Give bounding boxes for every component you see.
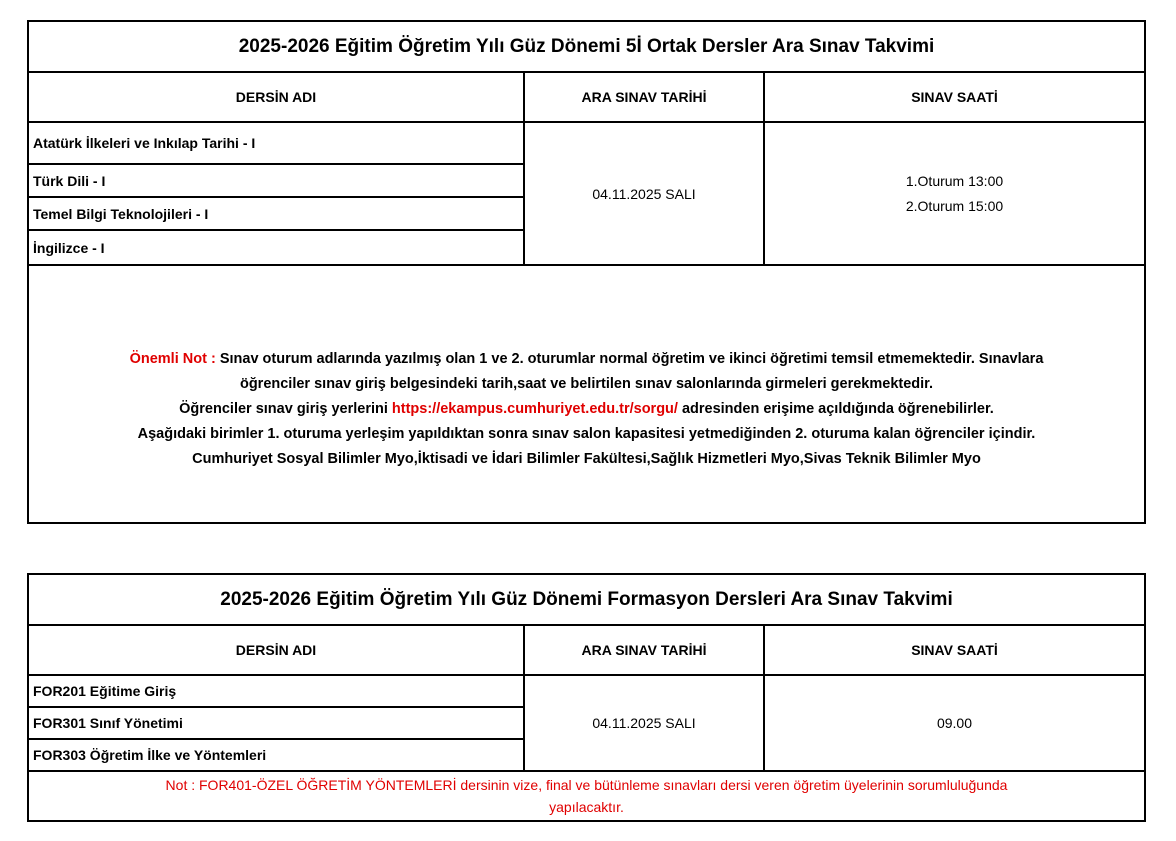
header-exam-time: SINAV SAATİ	[763, 624, 1146, 676]
note-line: Sınav oturum adlarında yazılmış olan 1 ve 2. oturumlar normal öğretim ve ikinci öğretimi temsil etmemektedir. Sınavlara	[215, 350, 1044, 367]
note-label: Önemli Not :	[129, 350, 216, 367]
note-line: Cumhuriyet Sosyal Bilimler Myo,İktisadi ve İdari Bilimler Fakültesi,Sağlık Hizmetleri Myo,Sivas Teknik Bilimler Myo	[192, 450, 981, 467]
course-row: Atatürk İlkeleri ve Inkılap Tarihi - I	[27, 121, 525, 165]
course-row: FOR301 Sınıf Yönetimi	[27, 706, 525, 740]
note-line: Aşağıdaki birimler 1. oturuma yerleşim yapıldıktan sonra sınav salon kapasitesi yetmediğinden 2. oturuma kalan öğrenciler içindir.	[137, 425, 1036, 442]
exam-date: 04.11.2025 SALI	[523, 674, 765, 772]
course-row: Temel Bilgi Teknolojileri - I	[27, 196, 525, 231]
table1-title: 2025-2026 Eğitim Öğretim Yılı Güz Dönemi 5İ Ortak Dersler Ara Sınav Takvimi	[27, 20, 1146, 73]
exam-times	[763, 121, 1146, 266]
note-line: yapılacaktır.	[549, 799, 624, 815]
exam-time: 09.00	[763, 674, 1146, 772]
header-course-name: DERSİN ADI	[27, 624, 525, 676]
exam-date: 04.11.2025 SALI	[523, 121, 765, 266]
header-exam-date: ARA SINAV TARİHİ	[523, 624, 765, 676]
course-row: Türk Dili - I	[27, 163, 525, 198]
session-2-time: 2.Oturum 15:00	[905, 197, 1004, 214]
course-row: İngilizce - I	[27, 229, 525, 266]
note-line: Not : FOR401-ÖZEL ÖĞRETİM YÖNTEMLERİ dersinin vize, final ve bütünleme sınavları dersi veren öğretim üyelerinin sorumluluğunda	[165, 777, 1008, 793]
note-line: öğrenciler sınav giriş belgesindeki tarih,saat ve belirtilen sınav salonlarında girmeleri gerekmektedir.	[239, 375, 934, 392]
header-course-name: DERSİN ADI	[27, 71, 525, 123]
note-line: adresinden erişime açıldığında öğrenebilirler.	[677, 400, 994, 417]
ekampus-link[interactable]: https://ekampus.cumhuriyet.edu.tr/sorgu/	[391, 400, 678, 417]
course-row: FOR201 Eğitime Giriş	[27, 674, 525, 708]
course-row: FOR303 Öğretim İlke ve Yöntemleri	[27, 738, 525, 772]
formasyon-note	[27, 770, 1146, 822]
session-1-time: 1.Oturum 13:00	[905, 172, 1004, 189]
header-exam-time: SINAV SAATİ	[763, 71, 1146, 123]
header-exam-date: ARA SINAV TARİHİ	[523, 71, 765, 123]
table2-title: 2025-2026 Eğitim Öğretim Yılı Güz Dönemi Formasyon Dersleri Ara Sınav Takvimi	[27, 573, 1146, 626]
note-line: Öğrenciler sınav giriş yerlerini	[179, 400, 392, 417]
important-note	[27, 264, 1146, 524]
